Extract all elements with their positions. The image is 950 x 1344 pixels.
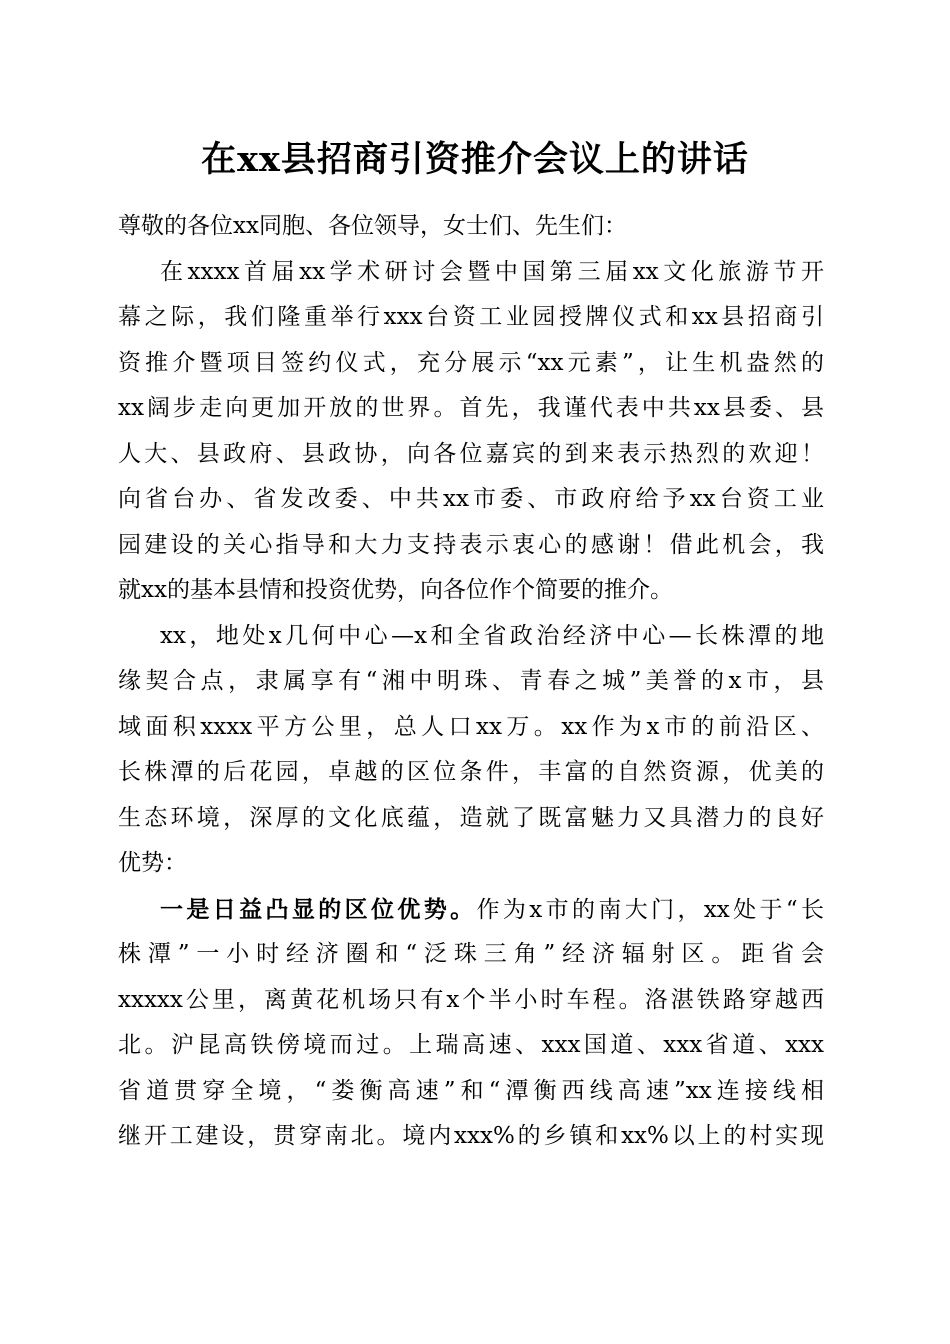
paragraph-1-line-1: 在xxxx首届xx学术研讨会暨中国第三届xx文化旅游节开 [160,258,824,285]
paragraph-3-line-5: 省道贯穿全境，“娄衡高速”和“潭衡西线高速”xx连接线相 [118,1077,824,1104]
paragraph-1-line-6: 向省台办、省发改委、中共xx市委、市政府给予xx台资工业 [118,486,824,512]
paragraph-3-line-1-text: 作为x市的南大门，xx处于“长 [476,896,824,923]
paragraph-2-line-6: 优势： [118,850,187,876]
paragraph-1-line-4: xx阔步走向更加开放的世界。首先，我谨代表中共xx县委、县 [118,395,824,421]
salutation-line: 尊敬的各位xx同胞、各位领导，女士们、先生们： [118,213,627,239]
paragraph-3-line-4: 北。沪昆高铁傍境而过。上瑞高速、xxx国道、xxx省道、xxx [118,1032,824,1058]
paragraph-2-line-4: 长株潭的后花园，卓越的区位条件，丰富的自然资源，优美的 [118,759,824,785]
document-title: 在xx县招商引资推介会议上的讲话 [201,139,749,180]
paragraph-1-line-2: 幕之际，我们隆重举行xxx台资工业园授牌仪式和xx县招商引 [118,304,824,330]
paragraph-2-line-5: 生态环境，深厚的文化底蕴，造就了既富魅力又具潜力的良好 [118,804,824,831]
paragraph-3-line-2: 株潭”一小时经济圈和“泛珠三角”经济辐射区。距省会 [118,941,824,967]
paragraph-1-line-7: 园建设的关心指导和大力支持表示衷心的感谢！借此机会，我 [118,531,824,558]
paragraph-2-line-1: xx，地处x几何中心—x和全省政治经济中心—长株潭的地 [160,622,824,649]
paragraph-1-line-3: 资推介暨项目签约仪式，充分展示“xx元素”，让生机盎然的 [118,349,824,376]
paragraph-1-line-8: 就xx的基本县情和投资优势，向各位作个简要的推介。 [118,577,673,603]
document-body [118,204,824,1160]
paragraph-3-line-3: xxxxx公里，离黄花机场只有x个半小时车程。洛湛铁路穿越西 [118,986,824,1013]
paragraph-3-line-1 [118,887,824,933]
paragraph-2-line-2: 缘契合点，隶属享有“湘中明珠、青春之城”美誉的x市，县 [118,668,824,694]
paragraph-3-line-6: 继开工建设，贯穿南北。境内xxx%的乡镇和xx%以上的村实现 [118,1123,824,1149]
section-heading-location: 一是日益凸显的区位优势。 [160,895,477,923]
paragraph-2-line-3: 域面积xxxx平方公里，总人口xx万。xx作为x市的前沿区、 [118,713,824,740]
paragraph-1-line-5: 人大、县政府、县政协，向各位嘉宾的到来表示热烈的欢迎！ [118,440,824,467]
